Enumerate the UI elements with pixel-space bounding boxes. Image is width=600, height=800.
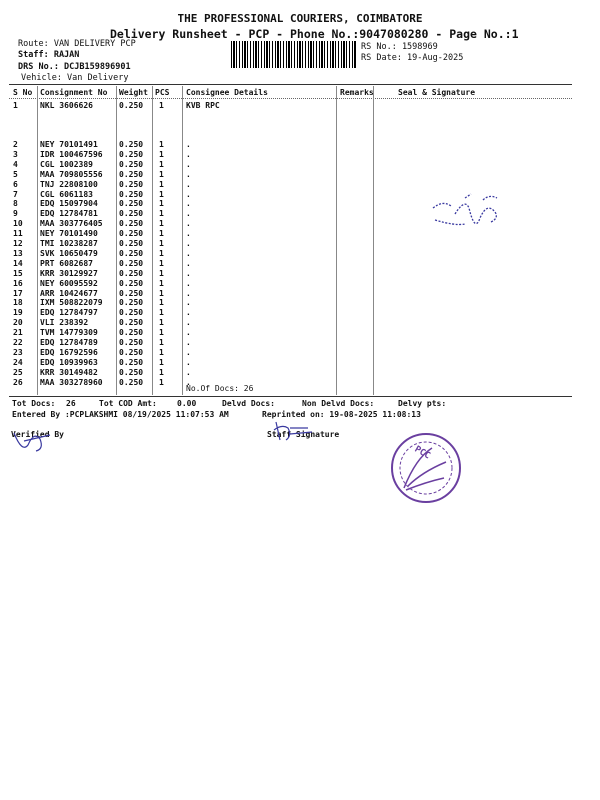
cell-pcs: 1 (159, 347, 164, 357)
cell-pcs: 1 (159, 159, 164, 169)
cell-sno: 19 (13, 308, 23, 318)
col-divider (116, 86, 117, 395)
cell-pcs: 1 (159, 298, 164, 308)
cell-sno: 7 (13, 189, 18, 199)
col-header-pcs: PCS (155, 88, 170, 97)
cell-sno: 22 (13, 338, 23, 347)
cell-cno: PRT 6082687 (40, 258, 93, 268)
cell-details: . (186, 189, 191, 199)
cell-wt: 0.250 (119, 179, 144, 189)
delvd-docs-label: Delvd Docs: (222, 399, 275, 408)
rs-date: RS Date: 19-Aug-2025 (361, 53, 464, 63)
col-divider (37, 86, 38, 395)
col-divider (182, 86, 183, 395)
cell-pcs: 1 (159, 328, 164, 338)
cell-cno: MAA 303278960 (40, 377, 103, 387)
cell-pcs: 1 (159, 258, 164, 268)
verifier-signature (10, 427, 60, 457)
cell-details: . (186, 140, 191, 149)
cell-pcs: 1 (159, 239, 164, 248)
cell-cno: IXM 508822079 (40, 298, 103, 308)
cell-details: . (186, 209, 191, 219)
cell-cno: MAA 709805556 (40, 169, 103, 179)
cell-cno: EDQ 16792596 (40, 347, 98, 357)
cell-cno: TNJ 22808100 (40, 179, 98, 189)
cell-wt: 0.250 (119, 258, 144, 268)
tot-docs-label: Tot Docs: (12, 399, 56, 408)
cell-pcs: 1 (159, 199, 164, 209)
reprinted-on: Reprinted on: 19-08-2025 11:08:13 (262, 410, 421, 419)
col-header-remarks: Remarks (340, 88, 374, 97)
cell-cno: CGL 1002389 (40, 159, 93, 169)
cell-sno: 26 (13, 377, 23, 387)
table-bottom-rule (9, 396, 572, 397)
col-divider (336, 86, 337, 395)
cell-sno: 8 (13, 199, 18, 209)
company-name: THE PROFESSIONAL COURIERS, COIMBATORE (177, 12, 423, 25)
cell-wt: 0.250 (119, 159, 144, 169)
cell-details: . (186, 219, 191, 229)
cell-details: . (186, 347, 191, 357)
cell-details: . (186, 268, 191, 278)
cell-details: . (186, 357, 191, 367)
cell-details: . (186, 338, 191, 347)
cell-pcs: 1 (159, 229, 164, 239)
col-divider (373, 86, 374, 395)
cell-details: . (186, 169, 191, 179)
cell-details: . (186, 298, 191, 308)
cell-pcs: 1 (159, 140, 164, 149)
staff-signature (268, 418, 328, 448)
drs-number: DRS No.: DCJB159896901 (18, 62, 131, 72)
cell-sno: 3 (13, 149, 18, 159)
cell-pcs: 1 (159, 101, 164, 110)
cell-wt: 0.250 (119, 229, 144, 239)
col-header-consignee: Consignee Details (186, 88, 268, 97)
cell-wt: 0.250 (119, 268, 144, 278)
cell-sno: 25 (13, 367, 23, 377)
cell-cno: VLI 238392 (40, 318, 89, 328)
tot-docs-value: 26 (66, 399, 76, 408)
cell-pcs: 1 (159, 169, 164, 179)
tot-cod-label: Tot COD Amt: (99, 399, 157, 408)
cell-details: . (186, 308, 191, 318)
cell-sno: 12 (13, 239, 23, 248)
cell-sno: 17 (13, 288, 23, 298)
cell-sno: 21 (13, 328, 23, 338)
cell-wt: 0.250 (119, 357, 144, 367)
pcc-stamp (386, 428, 466, 508)
cell-sno: 16 (13, 278, 23, 288)
cell-details: . (186, 367, 191, 377)
cell-details: . (186, 318, 191, 328)
cell-sno: 2 (13, 140, 18, 149)
cell-pcs: 1 (159, 149, 164, 159)
cell-wt: 0.250 (119, 169, 144, 179)
runsheet-title: Delivery Runsheet - PCP - Phone No.:9047080280 - Page No.:1 (110, 27, 519, 41)
rs-number: RS No.: 1598969 (361, 42, 438, 52)
cell-cno: KRR 30129927 (40, 268, 98, 278)
cell-wt: 0.250 (119, 377, 144, 387)
cell-sno: 11 (13, 229, 23, 239)
cell-wt: 0.250 (119, 149, 144, 159)
cell-details: . (186, 377, 191, 387)
cell-pcs: 1 (159, 288, 164, 298)
cell-pcs: 1 (159, 268, 164, 278)
cell-details: . (186, 229, 191, 239)
cell-pcs: 1 (159, 308, 164, 318)
cell-wt: 0.250 (119, 199, 144, 209)
cell-pcs: 1 (159, 209, 164, 219)
cell-details: . (186, 288, 191, 298)
cell-cno: EDQ 10939963 (40, 357, 98, 367)
table-top-rule (9, 84, 572, 85)
cell-sno: 20 (13, 318, 23, 328)
cell-sno: 24 (13, 357, 23, 367)
cell-pcs: 1 (159, 189, 164, 199)
cell-cno: TVM 14779309 (40, 328, 98, 338)
cell-wt: 0.250 (119, 209, 144, 219)
cell-cno: EDQ 12784797 (40, 308, 98, 318)
cell-sno: 4 (13, 159, 18, 169)
col-header-sno: S No (13, 88, 33, 97)
cell-pcs: 1 (159, 338, 164, 347)
col-header-weight: Weight (119, 88, 148, 97)
cell-sno: 18 (13, 298, 23, 308)
route-label: Route: VAN DELIVERY PCP (18, 39, 136, 49)
cell-cno: NEY 60095592 (40, 278, 98, 288)
cell-pcs: 1 (159, 367, 164, 377)
cell-details: . (186, 149, 191, 159)
cell-sno: 6 (13, 179, 18, 189)
cell-wt: 0.250 (119, 338, 144, 347)
entered-by: Entered By :PCPLAKSHMI 08/19/2025 11:07:53 AM (12, 410, 229, 419)
cell-sno: 1 (13, 101, 18, 110)
cell-wt: 0.250 (119, 347, 144, 357)
cell-cno: IDR 100467596 (40, 149, 103, 159)
cell-cno: NEY 70101491 (40, 140, 98, 149)
cell-wt: 0.250 (119, 101, 144, 110)
header-rule (9, 98, 572, 99)
cell-wt: 0.250 (119, 140, 144, 149)
delvy-pts-label: Delvy pts: (398, 399, 447, 408)
cell-sno: 13 (13, 248, 23, 258)
cell-pcs: 1 (159, 179, 164, 189)
verified-by-label: Verified By (11, 430, 64, 439)
col-header-consignment: Consignment No (40, 88, 108, 97)
cell-sno: 15 (13, 268, 23, 278)
stamp-text: PCC (412, 444, 432, 462)
cell-cno: SVK 10650479 (40, 248, 98, 258)
cell-details: KVB RPC (186, 101, 220, 110)
cell-wt: 0.250 (119, 318, 144, 328)
cell-details: . (186, 328, 191, 338)
cell-details: . (186, 199, 191, 209)
cell-sno: 14 (13, 258, 23, 268)
cell-wt: 0.250 (119, 298, 144, 308)
cell-wt: 0.250 (119, 367, 144, 377)
cell-details: . (186, 159, 191, 169)
staff-signature-label: Staff Signature (267, 430, 340, 439)
cell-pcs: 1 (159, 377, 164, 387)
cell-pcs: 1 (159, 278, 164, 288)
cell-cno: NEY 70101490 (40, 229, 98, 239)
cell-wt: 0.250 (119, 248, 144, 258)
col-header-seal: Seal & Signature (398, 88, 476, 97)
vehicle-label: Vehicle: Van Delivery (21, 73, 129, 83)
cell-sno: 10 (13, 219, 23, 229)
cell-wt: 0.250 (119, 189, 144, 199)
cell-cno: EDQ 15097904 (40, 199, 98, 209)
cell-cno: EDQ 12784789 (40, 338, 98, 347)
cell-details: . (186, 239, 191, 248)
cell-sno: 23 (13, 347, 23, 357)
cell-cno: EDQ 12784781 (40, 209, 98, 219)
barcode (231, 41, 357, 68)
cell-pcs: 1 (159, 357, 164, 367)
staff-label: Staff: RAJAN (18, 50, 80, 60)
cell-wt: 0.250 (119, 308, 144, 318)
cell-cno: NKL 3606626 (40, 101, 93, 110)
cell-details: . (186, 258, 191, 268)
cell-sno: 5 (13, 169, 18, 179)
cell-details: . (186, 248, 191, 258)
cell-pcs: 1 (159, 248, 164, 258)
cell-wt: 0.250 (119, 219, 144, 229)
delivery-signature (425, 178, 525, 248)
cell-cno: ARR 10424677 (40, 288, 98, 298)
cell-cno: CGL 6061183 (40, 189, 93, 199)
no-of-docs: No.Of Docs: 26 (186, 384, 254, 393)
cell-cno: KRR 30149482 (40, 367, 98, 377)
cell-cno: TMI 10238287 (40, 239, 98, 248)
tot-cod-value: 0.00 (177, 399, 197, 408)
cell-details: . (186, 179, 191, 189)
cell-sno: 9 (13, 209, 18, 219)
cell-details: . (186, 278, 191, 288)
cell-wt: 0.250 (119, 278, 144, 288)
cell-pcs: 1 (159, 318, 164, 328)
cell-wt: 0.250 (119, 288, 144, 298)
cell-wt: 0.250 (119, 239, 144, 248)
col-divider (152, 86, 153, 395)
cell-pcs: 1 (159, 219, 164, 229)
cell-wt: 0.250 (119, 328, 144, 338)
cell-cno: MAA 303776405 (40, 219, 103, 229)
non-delvd-docs-label: Non Delvd Docs: (302, 399, 375, 408)
